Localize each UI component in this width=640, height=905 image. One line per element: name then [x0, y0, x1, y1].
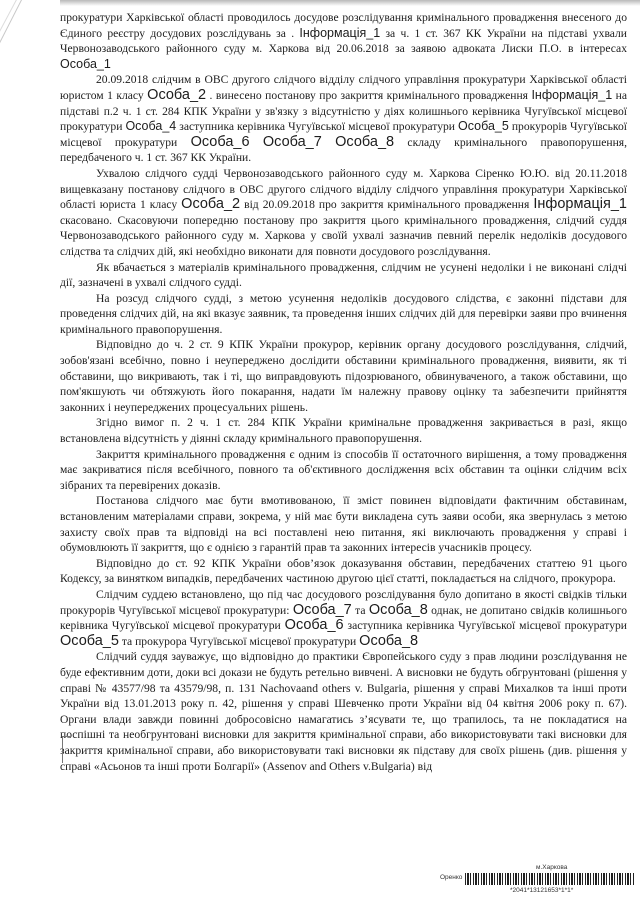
- redacted-placeholder: Інформація_1: [299, 25, 381, 40]
- paragraph: [60, 493, 627, 555]
- barcode: [465, 873, 635, 885]
- paragraph-text: Як вбачається з матеріалів кримінального провадження, слідчим не усунені недоліки і не виконані слідчі дії, зазначені в ухвалі слідчого судді.: [60, 260, 627, 290]
- redacted-placeholder: Особа_5: [458, 119, 509, 134]
- paragraph-text: заступника керівника Чугуївської місцевої прокуратури: [343, 619, 627, 633]
- paragraph-text: На розсуд слідчого судді, з метою усунення недоліків досудового слідства, є законні підстави для проведення слідчих дій, на які вказує заявник, та проведення інших слідчих дій для перевірки заяви про вчинення кримінального правопорушення.: [60, 291, 627, 336]
- paragraph-text: прокуратури Харківської області проводилось досудове розслідування кримінального провадження внесеного до Єдиного реєстру досудових розслідувань за .: [60, 11, 627, 40]
- paragraph: [60, 72, 627, 166]
- margin-bracket-mark: [62, 736, 71, 763]
- paragraph-text: скасовано. Скасовуючи попередню постанову про закриття цього кримінального провадження, слідчий суддя Червонозаводського районного суду м. Харкова у своїй ухвалі зазначив певний перелік недоліків досудового слідства та слідчих дій, які необхідно виконати для повноти досудового розслідування.: [60, 213, 627, 258]
- paragraph: [60, 556, 627, 587]
- scan-fold-line: [0, 0, 27, 258]
- paragraph: [60, 587, 627, 649]
- paragraph: [60, 166, 627, 260]
- redacted-placeholder: Інформація_1: [531, 87, 613, 102]
- paragraph-text: Слідчим суддею встановлено, що під час досудового розслідування було допитано в якості свідків тільки прокурорів Чугуївської місцевої прокуратури:: [60, 587, 627, 617]
- stamp-city: м.Харкова: [536, 864, 568, 871]
- redacted-placeholder: Особа_8: [368, 601, 428, 618]
- redacted-placeholder: Особа_6: [190, 133, 250, 150]
- paragraph-text: 20.09.2018 слідчим в ОВС другого слідчого відділу слідчого управління прокуратури Харківської області юристом 1 класу: [60, 73, 627, 102]
- paragraph-text: . винесено постанову про закриття кримінального провадження: [206, 88, 532, 102]
- paragraph-text: за ч. 1 ст. 367 КК України на підставі ухвали Червонозаводського районного суду м. Харкова від 20.06.2018 за заявою адвоката Лиски П.О. в інтересах: [60, 26, 628, 56]
- paragraph-text: Згідно вимог п. 2 ч. 1 ст. 284 КПК України кримінальне провадження закривається в разі, якщо встановлена відсутність у діянні складу кримінального правопорушення.: [60, 416, 627, 446]
- redacted-placeholder: Особа_6: [284, 617, 344, 634]
- document-body: [60, 10, 627, 774]
- paragraph-text: однак, не допитано свідків колишнього керівника Чугуївської місцевої прокуратури: [60, 603, 628, 633]
- redacted-placeholder: Особа_4: [125, 119, 177, 134]
- paragraph-text: Ухвалою слідчого судді Червонозаводського районного суду м. Харкова Сіренко Ю.Ю. від 20.11.2018 вищевказану постанову слідчого в ОВС другого слідчого відділу слідчого управління прокуратури Харківської області юриста 1 класу: [60, 166, 627, 212]
- redacted-placeholder: Інформація_1: [533, 196, 627, 213]
- paragraph: [60, 10, 627, 72]
- redacted-placeholder: Особа_2: [181, 196, 241, 213]
- redacted-placeholder: Особа_7: [292, 601, 352, 618]
- stamp-name: Оренко: [440, 874, 463, 881]
- court-barcode-stamp: [440, 864, 635, 902]
- scan-top-edge: [60, 0, 640, 6]
- redacted-placeholder: Особа_8: [335, 133, 395, 150]
- paragraph: [60, 415, 627, 446]
- paragraph-text: [250, 136, 263, 149]
- paragraph-text: прокурорів Чугуївської місцевої прокуратури: [60, 120, 627, 149]
- redacted-placeholder: Особа_1: [60, 56, 111, 71]
- paragraph-text: заступника керівника Чугуївської місцевої прокуратури: [176, 120, 459, 134]
- paragraph-text: на підставі п.2 ч. 1 ст. 284 КПК України у зв'язку з відсутністю у діях колишнього керівника Чугуївської місцевої прокуратури: [60, 88, 627, 134]
- paragraph: [60, 337, 627, 415]
- paragraph-text: та прокурора Чугуївської місцевої прокуратури: [118, 634, 360, 648]
- redacted-placeholder: Особа_7: [262, 133, 322, 150]
- paragraph-text: складу кримінального правопорушення, передбаченого ч. 1 ст. 367 КК України.: [60, 135, 628, 165]
- redacted-placeholder: Особа_2: [147, 86, 207, 103]
- paragraph: [60, 649, 627, 774]
- paragraph: [60, 291, 627, 338]
- redacted-placeholder: Особа_8: [359, 632, 419, 649]
- paragraph-text: та: [351, 603, 369, 617]
- paragraph-text: Постанова слідчого має бути вмотивованою, її зміст повинен відповідати фактичним обставинам, встановленим матеріалами справи, зокрема, у ній має бути викладена суть заяви особи, яка звернулась з метою захисту своїх прав та відповіді на всі поставлені нею питання, які виключають провадження у справі і обумовлюють її закриття, що є однією з гарантій прав та законних інтересів учасників процесу.: [60, 494, 627, 555]
- paragraph-text: Відповідно до ст. 92 КПК України обов’язок доказування обставин, передбачених статтею 91 цього Кодексу, за винятком випадків, передбачених частиною другою цієї статті, покладається на слідчого, прокурора.: [60, 556, 627, 586]
- paragraph-text: Закриття кримінального провадження є одним із способів її остаточного вирішення, а тому провадження має закриватися після всебічного, повного та об'єктивного дослідження всіх обставин та оцінки слідчим всіх зібраних та перевірених доказів.: [60, 447, 627, 492]
- barcode-number: *2041*13121653*1*1*: [510, 887, 574, 894]
- paragraph: [60, 447, 627, 494]
- paragraph-text: [322, 136, 335, 149]
- paragraph-text: Відповідно до ч. 2 ст. 9 КПК України прокурор, керівник органу досудового розслідування, слідчий, зобов'язані всебічно, повно і неупереджено дослідити обставини кримінального провадження, виявити, як ті обставини, що викривають, так і ті, що виправдовують підозрюваного, обвинуваченого, а також обставини, що пом'якшують чи обтяжують його покарання, надати їм належну правову оцінку та забезпечити прийняття законних і неупереджених процесуальних рішень.: [60, 338, 627, 414]
- paragraph-text: від 20.09.2018 про закриття кримінального провадження: [240, 198, 534, 212]
- redacted-placeholder: Особа_5: [60, 632, 119, 649]
- paragraph-text: Слідчий суддя зауважує, що відповідно до практики Європейського суду з прав людини розслідування не буде ефективним доти, доки всі докази не будуть ретельно вивчені. А висновки не будуть обгрунтовані (рішення у справі № 43577/98 та 43579/98, п. 131 Nachovaand others v. Bulgaria, рішення у справі Михалков та інші проти України від 13.01.2013 року п. 42, рішення у справі Шевченко проти України від 04 квітня 2006 року п. 67). Органи влади завжди повинні добросовісно намагатись з’ясувати те, що трапилось, та не покладатися на поспішні та необгрунтовані висновки для закриття кримінальної справи, або використовувати такі висновки для закриття кримінальної справи, або використовувати такі висновки як підставу для своїх рішень (див. рішення у справі «Асьонов та інші проти Болгарії» (Assenov and Others v.Bulgaria) від: [60, 650, 627, 773]
- paragraph: [60, 260, 627, 291]
